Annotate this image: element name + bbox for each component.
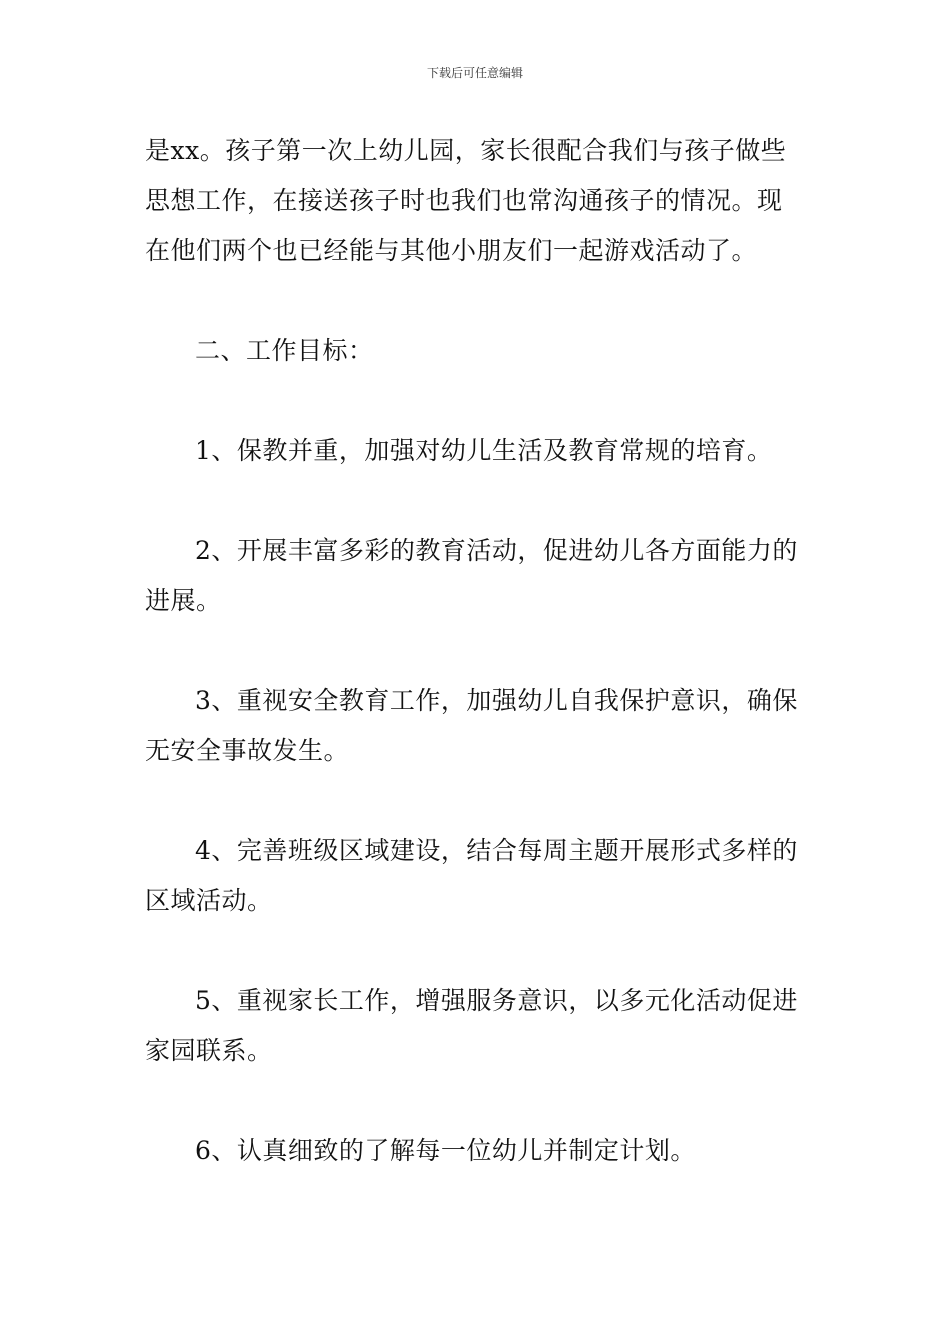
goal-item-1	[145, 426, 809, 476]
paragraph-gap	[145, 776, 809, 826]
goal-line: 4、完善班级区域建设，结合每周主题开展形式多样的	[195, 836, 798, 865]
paragraph-gap	[145, 476, 809, 526]
paragraph-gap	[145, 626, 809, 676]
page-header-note: 下载后可任意编辑	[426, 66, 523, 80]
goal-item-2	[145, 526, 809, 626]
goal-line: 无安全事故发生。	[145, 736, 350, 765]
goal-line: 2、开展丰富多彩的教育活动，促进幼儿各方面能力的	[195, 536, 798, 565]
section-heading: 二、工作目标：	[195, 336, 374, 365]
goal-item-3	[145, 676, 809, 776]
paragraph-gap	[145, 376, 809, 426]
goal-line: 3、重视安全教育工作，加强幼儿自我保护意识，确保	[195, 686, 798, 715]
goal-item-5	[145, 976, 809, 1076]
goal-item-6	[145, 1126, 809, 1176]
intro-line: 是xx。孩子第一次上幼儿园，家长很配合我们与孩子做些	[145, 136, 787, 165]
goal-item-4	[145, 826, 809, 926]
paragraph-gap	[145, 276, 809, 326]
document-body	[145, 126, 809, 1176]
intro-paragraph	[145, 126, 809, 276]
paragraph-gap	[145, 1076, 809, 1126]
goal-line: 1、保教并重，加强对幼儿生活及教育常规的培育。	[195, 436, 773, 465]
goal-line: 5、重视家长工作，增强服务意识，以多元化活动促进	[195, 986, 798, 1015]
intro-line: 思想工作，在接送孩子时也我们也常沟通孩子的情况。现	[145, 186, 783, 215]
paragraph-gap	[145, 926, 809, 976]
intro-line: 在他们两个也已经能与其他小朋友们一起游戏活动了。	[145, 236, 758, 265]
goal-line: 6、认真细致的了解每一位幼儿并制定计划。	[195, 1136, 696, 1165]
goal-line: 家园联系。	[145, 1036, 273, 1065]
goal-line: 进展。	[145, 586, 222, 615]
goal-line: 区域活动。	[145, 886, 273, 915]
